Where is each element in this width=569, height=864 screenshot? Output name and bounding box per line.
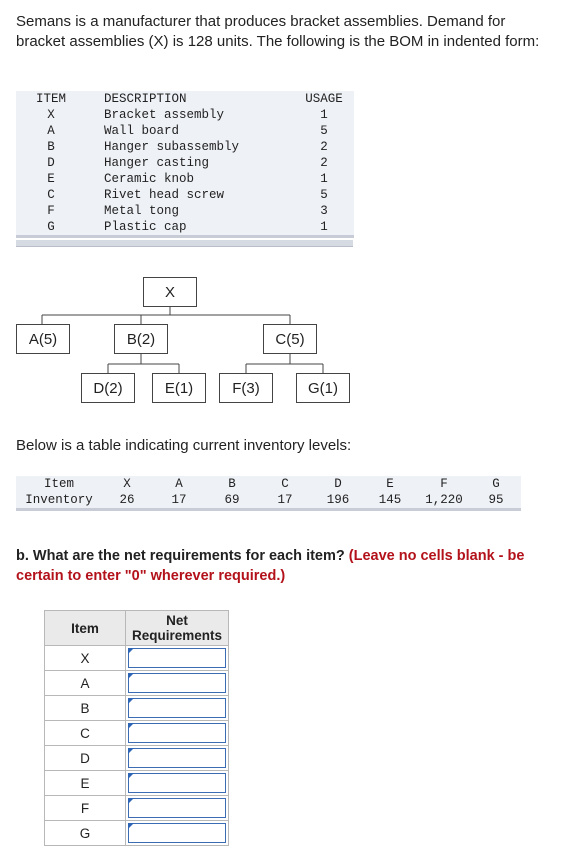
bom-description: Ceramic knob xyxy=(104,172,195,186)
tree-node-g: G(1) xyxy=(296,373,350,403)
bom-header-description: DESCRIPTION xyxy=(104,92,187,106)
inventory-value: 145 xyxy=(378,493,402,507)
tree-node-f: F(3) xyxy=(219,373,273,403)
bom-description: Plastic cap xyxy=(104,220,187,234)
answer-item-label: D xyxy=(45,746,126,771)
inventory-item: E xyxy=(386,477,394,491)
bom-description: Rivet head screw xyxy=(104,188,225,202)
inventory-item: A xyxy=(175,477,183,491)
tree-node-x: X xyxy=(143,277,197,307)
answer-item-label: B xyxy=(45,696,126,721)
answer-item-label: C xyxy=(45,721,126,746)
bom-usage: 5 xyxy=(320,188,328,202)
input-marker-icon xyxy=(128,648,134,654)
net-req-input-g[interactable] xyxy=(128,823,226,843)
input-marker-icon xyxy=(128,798,134,804)
bom-usage: 5 xyxy=(320,124,328,138)
bom-usage: 1 xyxy=(320,108,328,122)
input-marker-icon xyxy=(128,723,134,729)
bom-item: D xyxy=(47,156,55,170)
inventory-item: C xyxy=(281,477,289,491)
inventory-item: D xyxy=(334,477,342,491)
answer-item-label: E xyxy=(45,771,126,796)
bom-usage: 3 xyxy=(320,204,328,218)
inventory-value: 95 xyxy=(488,493,504,507)
bom-item: G xyxy=(47,220,55,234)
bom-description: Wall board xyxy=(104,124,180,138)
bom-description: Metal tong xyxy=(104,204,180,218)
net-req-input-x[interactable] xyxy=(128,648,226,668)
bom-item: E xyxy=(47,172,55,186)
question-b xyxy=(16,546,556,586)
tree-node-e: E(1) xyxy=(152,373,206,403)
bom-usage: 1 xyxy=(320,172,328,186)
bom-header-usage: USAGE xyxy=(305,92,343,106)
answer-item-label: X xyxy=(45,646,126,671)
answer-item-label: G xyxy=(45,821,126,846)
inventory-label-item: Item xyxy=(43,477,74,491)
inventory-table xyxy=(16,476,521,511)
input-marker-icon xyxy=(128,698,134,704)
tree-node-c: C(5) xyxy=(263,324,317,354)
header-item: Item xyxy=(45,611,126,646)
bom-table xyxy=(16,91,354,238)
bom-item: A xyxy=(47,124,55,138)
bom-usage: 2 xyxy=(320,156,328,170)
input-marker-icon xyxy=(128,748,134,754)
bom-usage: 1 xyxy=(320,220,328,234)
net-req-input-c[interactable] xyxy=(128,723,226,743)
tree-node-d: D(2) xyxy=(81,373,135,403)
tree-node-b: B(2) xyxy=(114,324,168,354)
inventory-item: F xyxy=(440,477,448,491)
bom-description: Bracket assembly xyxy=(104,108,225,122)
bom-header-item: ITEM xyxy=(35,92,66,106)
inventory-value: 17 xyxy=(171,493,187,507)
bom-item: C xyxy=(47,188,55,202)
bom-usage: 2 xyxy=(320,140,328,154)
input-marker-icon xyxy=(128,673,134,679)
input-marker-icon xyxy=(128,773,134,779)
bom-item: X xyxy=(47,108,55,122)
problem-intro: Semans is a manufacturer that produces bracket assemblies. Demand for bracket assemblies (X) is 128 units. The following is the BOM in indented form: xyxy=(16,13,540,50)
inventory-value: 196 xyxy=(326,493,350,507)
inventory-value: 69 xyxy=(224,493,240,507)
inventory-value: 17 xyxy=(277,493,293,507)
answer-item-label: A xyxy=(45,671,126,696)
net-req-input-b[interactable] xyxy=(128,698,226,718)
net-req-input-f[interactable] xyxy=(128,798,226,818)
net-req-input-d[interactable] xyxy=(128,748,226,768)
separator-bar xyxy=(16,240,353,247)
bom-description: Hanger casting xyxy=(104,156,210,170)
inventory-intro: Below is a table indicating current inventory levels: xyxy=(16,437,352,454)
inventory-label-inventory: Inventory xyxy=(25,493,93,507)
bom-item: B xyxy=(47,140,55,154)
inventory-item: X xyxy=(123,477,131,491)
inventory-item: B xyxy=(228,477,236,491)
bom-item: F xyxy=(47,204,55,218)
inventory-value: 26 xyxy=(119,493,135,507)
net-requirements-table xyxy=(44,610,229,846)
question-instruction: (Leave no cells blank - be certain to enter "0" wherever required.) xyxy=(16,548,525,584)
net-req-input-e[interactable] xyxy=(128,773,226,793)
input-marker-icon xyxy=(128,823,134,829)
question-text: b. What are the net requirements for each item? xyxy=(16,548,345,564)
header-net-requirements: Net Requirements xyxy=(126,611,229,646)
bom-description: Hanger subassembly xyxy=(104,140,240,154)
tree-node-a: A(5) xyxy=(16,324,70,354)
answer-item-label: F xyxy=(45,796,126,821)
inventory-value: 1,220 xyxy=(425,493,463,507)
net-req-input-a[interactable] xyxy=(128,673,226,693)
inventory-item: G xyxy=(492,477,500,491)
